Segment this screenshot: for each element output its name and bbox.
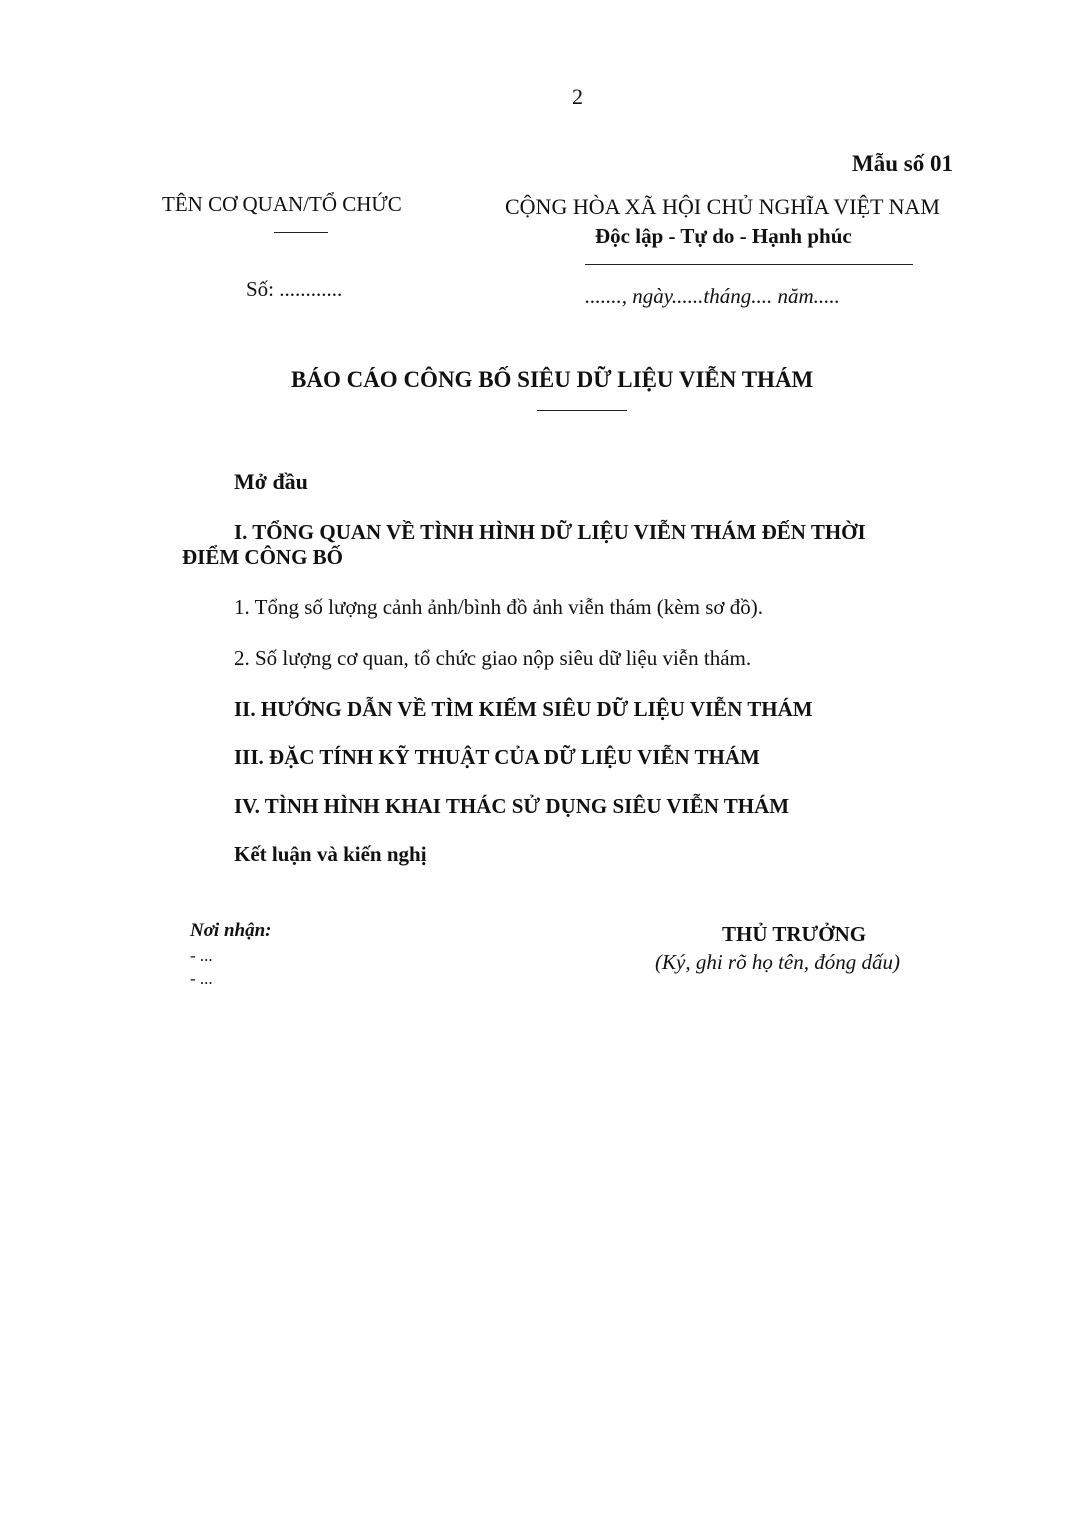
- section-1-item-1: 1. Tổng số lượng cảnh ảnh/bình đồ ảnh viễn thám (kèm sơ đồ).: [234, 595, 763, 619]
- signer-note: (Ký, ghi rõ họ tên, đóng dấu): [655, 950, 900, 974]
- document-number: Số: ............: [246, 277, 343, 301]
- title-divider: [537, 410, 627, 411]
- section-2-heading: II. HƯỚNG DẪN VỀ TÌM KIẾM SIÊU DỮ LIỆU VIỄN THÁM: [234, 697, 813, 721]
- form-number: Mẫu số 01: [852, 151, 953, 176]
- intro-heading: Mở đầu: [234, 469, 308, 494]
- report-title: BÁO CÁO CÔNG BỐ SIÊU DỮ LIỆU VIỄN THÁM: [291, 367, 814, 392]
- section-1-item-2: 2. Số lượng cơ quan, tổ chức giao nộp siêu dữ liệu viễn thám.: [234, 646, 752, 670]
- section-3-heading: III. ĐẶC TÍNH KỸ THUẬT CỦA DỮ LIỆU VIỄN THÁM: [234, 745, 760, 769]
- date-line: ......., ngày......tháng.... năm.....: [585, 284, 840, 308]
- page-number: 2: [572, 84, 583, 109]
- recipient-item: - ...: [190, 969, 213, 988]
- organization-divider: [274, 232, 328, 233]
- section-1-heading-continued: ĐIỂM CÔNG BỐ: [182, 545, 344, 569]
- recipients-label: Nơi nhận:: [190, 920, 272, 941]
- conclusion-heading: Kết luận và kiến nghị: [234, 842, 427, 866]
- nation-motto: Độc lập - Tự do - Hạnh phúc: [595, 224, 852, 248]
- nation-title: CỘNG HÒA XÃ HỘI CHỦ NGHĨA VIỆT NAM: [505, 194, 940, 219]
- section-4-heading: IV. TÌNH HÌNH KHAI THÁC SỬ DỤNG SIÊU VIỄN THÁM: [234, 794, 790, 818]
- recipient-item: - ...: [190, 946, 213, 965]
- motto-divider: [585, 264, 913, 265]
- section-1-heading: I. TỔNG QUAN VỀ TÌNH HÌNH DỮ LIỆU VIỄN THÁM ĐẾN THỜI: [234, 520, 866, 544]
- organization-name: TÊN CƠ QUAN/TỔ CHỨC: [162, 192, 402, 216]
- signer-title: THỦ TRƯỞNG: [722, 922, 867, 946]
